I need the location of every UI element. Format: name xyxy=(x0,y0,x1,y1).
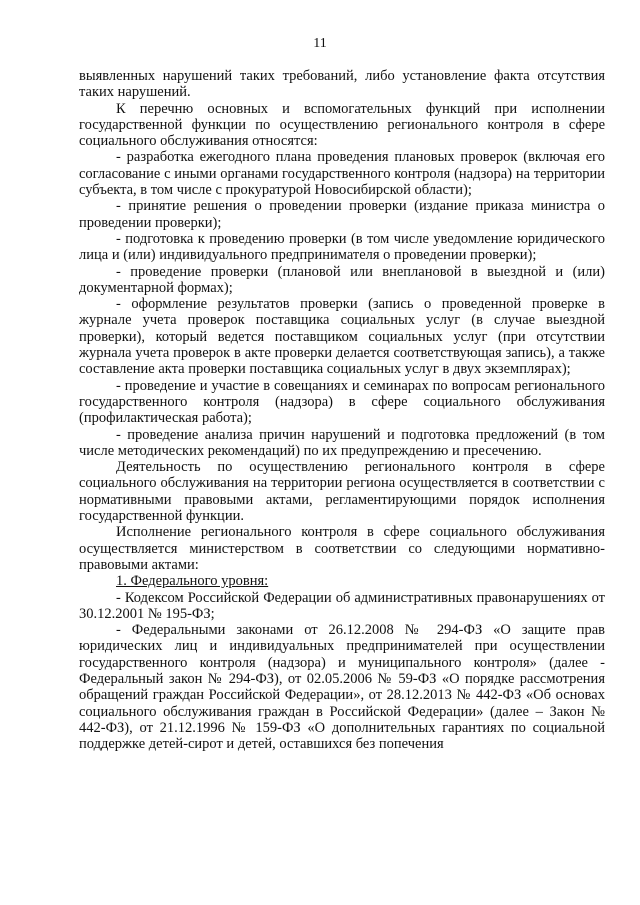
list-item: - принятие решения о проведении проверки (издание приказа министра о проведении проверки); xyxy=(79,198,605,231)
list-item: - Кодексом Российской Федерации об административных правонарушениях от 30.12.2001 № 195-ФЗ; xyxy=(79,589,605,622)
paragraph-execution: Исполнение регионального контроля в сфере социального обслуживания осуществляется министерством в соответствии со следующими нормативно-правовыми актами: xyxy=(79,524,605,573)
paragraph-2: К перечню основных и вспомогательных функций при исполнении государственной функции по осуществлению регионального контроля в сфере социального обслуживания относятся: xyxy=(79,100,605,150)
list-item: - проведение анализа причин нарушений и подготовка предложений (в том числе методических рекомендаций) по их предупреждению и пресечению. xyxy=(79,426,605,459)
list-item: - проведение и участие в совещаниях и семинарах по вопросам регионального государственного контроля (надзора) в сфере социального обслуживания (профилактическая работа); xyxy=(79,377,605,427)
document-body xyxy=(79,68,605,752)
list-item: - Федеральными законами от 26.12.2008 № 294-ФЗ «О защите прав юридических лиц и индивидуальных предпринимателей при осуществлении государственного контроля (надзора) и муниципального контроля» (далее - Федеральный закон № 294-ФЗ), от 02.05.2006 № 59-ФЗ «О порядке рассмотрения обращений граждан Российской Федерации», от 28.12.2013 № 442-ФЗ «Об основах социального обслуживания граждан в Российской Федерации» (далее – Закон № 442-ФЗ), от 21.12.1996 № 159-ФЗ «О дополнительных гарантиях по социальной поддержке детей-сирот и детей, оставшихся без попечения xyxy=(79,622,605,753)
list-item: - подготовка к проведению проверки (в том числе уведомление юридического лица и (или) индивидуального предпринимателя о проведении проверки); xyxy=(79,230,605,264)
page-number: 11 xyxy=(313,36,327,51)
paragraph-activity: Деятельность по осуществлению регионального контроля в сфере социального обслуживания на территории региона осуществляется в соответствии с нормативными правовыми актами, регламентирующими порядок исполнения государственной функции. xyxy=(79,459,605,525)
list-item: - разработка ежегодного плана проведения плановых проверок (включая его согласование с иными органами государственного контроля (надзора) на территории субъекта, в том числе с прокуратурой Новосибирской области); xyxy=(79,149,605,199)
section-heading-federal xyxy=(79,573,605,589)
list-item: - проведение проверки (плановой или внеплановой в выездной и (или) документарной формах); xyxy=(79,263,605,296)
list-item: - оформление результатов проверки (запись о проведенной проверке в журнале учета проверок поставщика социальных услуг (в случае выездной проверки), который ведется поставщиком социальных услуг (при отсутствии журнала учета проверок в акте проверки делается соответствующая запись), а также составление акта проверки поставщика социальных услуг в двух экземплярах); xyxy=(79,296,605,378)
paragraph-1: выявленных нарушений таких требований, либо установление факта отсутствия таких нарушений. xyxy=(79,68,605,101)
section-heading-text: 1. Федерального уровня: xyxy=(116,573,269,590)
